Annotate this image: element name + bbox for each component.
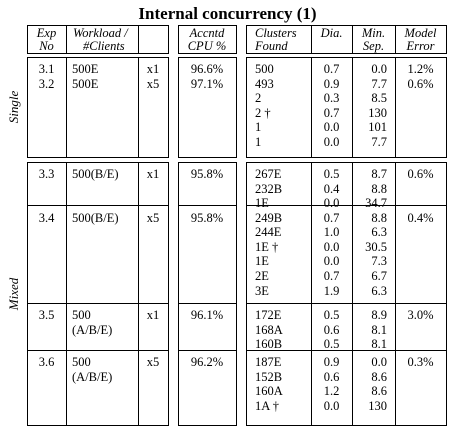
cluster-diameter: 1.9 <box>323 283 340 298</box>
clients-value: x5 <box>146 76 160 91</box>
single-section-top-rule <box>27 57 169 58</box>
cluster-name: 267E <box>255 167 282 181</box>
cluster-name: 1 <box>255 120 262 135</box>
cluster-name: 152B <box>255 369 283 384</box>
column-rule <box>246 25 247 54</box>
column-rule <box>446 25 447 54</box>
cluster-min-separation: 8.1 <box>371 337 387 352</box>
cluster-diameter: 0.7 <box>323 105 340 120</box>
cluster-min-separation: 0.0 <box>371 355 387 369</box>
cluster-diameter: 0.6 <box>323 322 340 337</box>
header-bottom-rule <box>246 53 447 54</box>
header-dia: Dia. <box>320 26 343 40</box>
cluster-min-separation: 7.7 <box>371 76 387 91</box>
cluster-diameter: 0.0 <box>323 398 340 413</box>
header-workload: Workload / <box>73 26 128 40</box>
cluster-diameter: 0.9 <box>323 76 340 91</box>
cluster-name: 172E <box>255 308 282 322</box>
model-error-value: 0.6% <box>407 76 434 91</box>
cluster-min-separation: 8.6 <box>371 369 387 384</box>
exp-number: 3.4 <box>38 210 55 225</box>
cpu-value: 97.1% <box>190 76 224 91</box>
column-rule <box>168 25 169 54</box>
workload-value: 500 <box>72 355 91 369</box>
cluster-name: 500 <box>255 62 274 76</box>
header-clusters: Clusters <box>255 26 297 40</box>
column-rule <box>446 57 447 158</box>
cluster-name: 160A <box>255 384 283 399</box>
clients-value: x1 <box>146 62 160 76</box>
column-rule <box>246 57 247 158</box>
cluster-name: 1 <box>255 135 262 149</box>
cluster-name: 3E <box>255 283 269 298</box>
header-exp: Exp <box>36 26 57 40</box>
header-found: Found <box>255 39 288 53</box>
mixed-section-top-rule <box>246 162 447 163</box>
column-rule <box>138 25 139 54</box>
cluster-name: 1A † <box>255 398 279 413</box>
column-rule <box>395 162 396 426</box>
group-label-mixed: Mixed <box>6 277 21 310</box>
header-clients: #Clients <box>83 39 125 53</box>
clients-value: x5 <box>146 210 160 225</box>
cluster-name: 1E † <box>255 239 279 254</box>
clients-value: x1 <box>146 308 160 322</box>
mixed-section-bottom-rule <box>246 425 447 426</box>
clients-value: x1 <box>146 167 160 181</box>
single-section-top-rule <box>178 57 237 58</box>
cluster-min-separation: 101 <box>368 120 387 135</box>
experiment-rule <box>178 205 237 206</box>
cluster-name: 244E <box>255 225 282 240</box>
experiment-rule <box>27 205 169 206</box>
cluster-name: 249B <box>255 210 283 225</box>
cluster-diameter: 0.7 <box>323 268 340 283</box>
header-bottom-rule <box>178 53 237 54</box>
clients-value: x5 <box>146 355 160 369</box>
cluster-name: 168A <box>255 322 283 337</box>
cluster-diameter: 0.9 <box>323 355 340 369</box>
workload-value: 500(B/E) <box>72 167 119 181</box>
model-error-value: 0.3% <box>407 355 434 369</box>
column-rule <box>446 162 447 426</box>
mixed-section-bottom-rule <box>178 425 237 426</box>
experiment-rule <box>178 350 237 351</box>
cluster-diameter: 0.5 <box>323 167 340 181</box>
cluster-min-separation: 7.7 <box>371 135 387 149</box>
experiment-rule <box>27 303 169 304</box>
cluster-diameter: 0.0 <box>323 120 340 135</box>
cluster-min-separation: 6.3 <box>371 283 387 298</box>
cluster-name: 2E <box>255 268 269 283</box>
single-section-bottom-rule <box>246 157 447 158</box>
cluster-name: 160B <box>255 337 283 352</box>
column-rule <box>66 57 67 158</box>
cluster-diameter: 0.7 <box>323 210 340 225</box>
cluster-diameter: 0.7 <box>323 62 340 76</box>
cluster-diameter: 1.0 <box>323 225 340 240</box>
cluster-diameter: 0.5 <box>323 337 340 352</box>
cpu-value: 96.6% <box>190 62 224 76</box>
workload-value: 500(B/E) <box>72 210 119 225</box>
experiment-rule <box>246 303 447 304</box>
header-model: Model <box>404 26 437 40</box>
column-rule <box>27 162 28 426</box>
single-section-top-rule <box>246 57 447 58</box>
cluster-diameter: 0.6 <box>323 369 340 384</box>
cpu-value: 96.1% <box>190 308 224 322</box>
model-error-value: 1.2% <box>407 62 434 76</box>
column-rule <box>178 162 179 426</box>
cluster-name: 2 <box>255 91 262 106</box>
cluster-min-separation: 8.7 <box>371 167 387 181</box>
header-accntd: Accntd <box>189 26 225 40</box>
single-section-bottom-rule <box>27 157 169 158</box>
cluster-min-separation: 130 <box>368 398 387 413</box>
header-error: Error <box>406 39 435 53</box>
workload-value: (A/B/E) <box>72 322 113 337</box>
cluster-diameter: 0.0 <box>323 239 340 254</box>
table-title: Internal concurrency (1) <box>138 4 317 23</box>
cpu-value: 95.8% <box>190 210 224 225</box>
cluster-min-separation: 130 <box>368 105 387 120</box>
exp-number: 3.1 <box>38 62 55 76</box>
cluster-name: 1E <box>255 196 269 211</box>
cluster-name: 187E <box>255 355 282 369</box>
group-label-single: Single <box>6 90 21 124</box>
workload-value: 500E <box>72 62 99 76</box>
column-rule <box>138 162 139 426</box>
column-rule <box>66 162 67 426</box>
exp-number: 3.3 <box>38 167 55 181</box>
cluster-name: 2 † <box>255 105 271 120</box>
model-error-value: 0.6% <box>407 167 434 181</box>
exp-number: 3.6 <box>38 355 55 369</box>
cluster-min-separation: 6.3 <box>371 225 387 240</box>
single-section-bottom-rule <box>178 157 237 158</box>
column-rule <box>236 57 237 158</box>
cpu-value: 95.8% <box>190 167 224 181</box>
cluster-min-separation: 7.3 <box>371 254 387 269</box>
cluster-diameter: 0.0 <box>323 135 340 149</box>
header-min: Min. <box>361 26 386 40</box>
column-rule <box>246 162 247 426</box>
header-no: No <box>39 39 54 53</box>
cluster-diameter: 0.3 <box>323 91 340 106</box>
cluster-min-separation: 30.5 <box>365 239 387 254</box>
mixed-section-top-rule <box>27 162 169 163</box>
cluster-min-separation: 8.6 <box>371 384 387 399</box>
cluster-diameter: 0.5 <box>323 308 340 322</box>
cluster-min-separation: 8.1 <box>371 322 387 337</box>
cluster-min-separation: 8.9 <box>371 308 387 322</box>
header-bottom-rule <box>27 53 169 54</box>
experiment-rule <box>178 303 237 304</box>
cluster-min-separation: 8.5 <box>371 91 387 106</box>
cluster-min-separation: 34.7 <box>365 196 387 211</box>
header-cpu: CPU % <box>187 39 227 53</box>
cluster-diameter: 1.2 <box>323 384 340 399</box>
workload-value: 500 <box>72 308 91 322</box>
cluster-name: 1E <box>255 254 269 269</box>
exp-number: 3.2 <box>38 76 55 91</box>
cpu-value: 96.2% <box>190 355 224 369</box>
cluster-diameter: 0.0 <box>323 254 340 269</box>
cluster-min-separation: 0.0 <box>371 62 387 76</box>
cluster-name: 493 <box>255 76 274 91</box>
mixed-section-bottom-rule <box>27 425 169 426</box>
column-rule <box>168 162 169 426</box>
cluster-diameter: 0.4 <box>323 181 340 196</box>
workload-value: (A/B/E) <box>72 369 113 384</box>
header-sep: Sep. <box>362 39 385 53</box>
cluster-min-separation: 8.8 <box>371 181 387 196</box>
model-error-value: 3.0% <box>407 308 434 322</box>
column-rule <box>236 25 237 54</box>
cluster-min-separation: 8.8 <box>371 210 387 225</box>
cluster-min-separation: 6.7 <box>371 268 387 283</box>
column-rule <box>168 57 169 158</box>
experiment-rule <box>27 350 169 351</box>
cluster-name: 232B <box>255 181 283 196</box>
column-rule <box>236 162 237 426</box>
column-rule <box>66 25 67 54</box>
model-error-value: 0.4% <box>407 210 434 225</box>
workload-value: 500E <box>72 76 99 91</box>
cluster-diameter: 0.0 <box>323 196 340 211</box>
exp-number: 3.5 <box>38 308 55 322</box>
mixed-section-top-rule <box>178 162 237 163</box>
